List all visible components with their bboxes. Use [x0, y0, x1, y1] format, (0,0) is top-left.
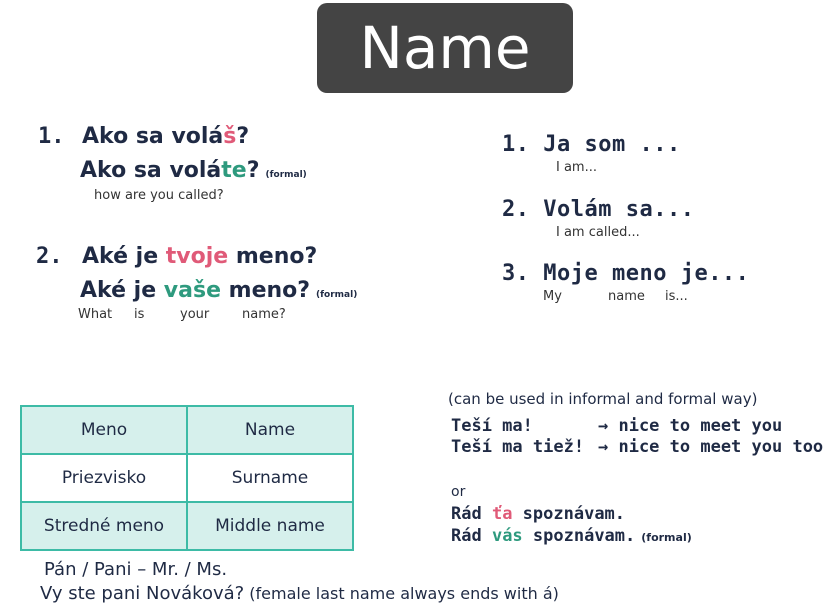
answer-1: 1. Ja som ...: [502, 132, 681, 157]
answer-2: 2. Volám sa...: [502, 197, 695, 222]
rad-formal: Rád vás spoznávam. (formal): [451, 526, 692, 546]
table-cell: Stredné meno: [21, 502, 187, 550]
q1-formal: Ako sa voláte? (formal): [80, 158, 307, 183]
table-row: [21, 502, 353, 550]
q2-gloss-name: name?: [242, 307, 286, 322]
rad-informal: Rád ťa spoznávam.: [451, 504, 626, 524]
phrase-1-english: → nice to meet you: [598, 416, 783, 436]
answer-2-gloss: I am called...: [556, 225, 640, 240]
q1-formal-ending: te: [221, 158, 247, 183]
phrase-2-slovak: Teší ma tiež!: [451, 437, 585, 457]
q1-informal: Ako sa voláš?: [82, 124, 250, 149]
rad-informal-pronoun: ťa: [491, 504, 513, 524]
q2-informal: Aké je tvoje meno?: [82, 244, 318, 269]
q2-gloss-what: What: [78, 307, 113, 322]
answer-3-gloss-is: is...: [665, 289, 688, 304]
q1-gloss: how are you called?: [94, 188, 224, 203]
phrase-2-english: → nice to meet you too: [598, 437, 824, 457]
answer-3: 3. Moje meno je...: [502, 261, 750, 286]
page-title-text: Name: [359, 14, 531, 82]
q2-gloss-your: your: [180, 307, 210, 322]
formal-tag: (formal): [316, 290, 358, 300]
names-table: [20, 405, 354, 551]
q2-formal-pronoun: vaše: [163, 278, 221, 303]
answer-3-gloss-my: My: [543, 289, 562, 304]
answer-1-gloss: I am...: [556, 160, 597, 175]
or-label: or: [451, 484, 466, 500]
titles-line: Pán / Pani – Mr. / Ms.: [44, 559, 228, 580]
table-cell: Surname: [187, 454, 353, 502]
q2-formal: Aké je vaše meno? (formal): [80, 278, 358, 303]
usage-note: (can be used in informal and formal way): [448, 390, 758, 408]
phrase-1-slovak: Teší ma!: [451, 416, 533, 436]
table-cell: Name: [187, 406, 353, 454]
table-row: [21, 454, 353, 502]
table-cell: Priezvisko: [21, 454, 187, 502]
example-line: Vy ste pani Nováková? (female last name always ends with á): [40, 583, 559, 604]
q1-number: 1.: [38, 124, 65, 149]
table-cell: Meno: [21, 406, 187, 454]
q2-number: 2.: [36, 244, 63, 269]
q2-informal-pronoun: tvoje: [165, 244, 229, 269]
table-row: [21, 406, 353, 454]
formal-tag: (formal): [641, 531, 692, 544]
rad-formal-pronoun: vás: [491, 526, 523, 546]
page-title: [317, 3, 573, 93]
answer-3-gloss-name: name: [608, 289, 645, 304]
formal-tag: (formal): [265, 170, 307, 180]
table-cell: Middle name: [187, 502, 353, 550]
q1-informal-ending: š: [223, 124, 237, 149]
q2-gloss-is: is: [134, 307, 145, 322]
